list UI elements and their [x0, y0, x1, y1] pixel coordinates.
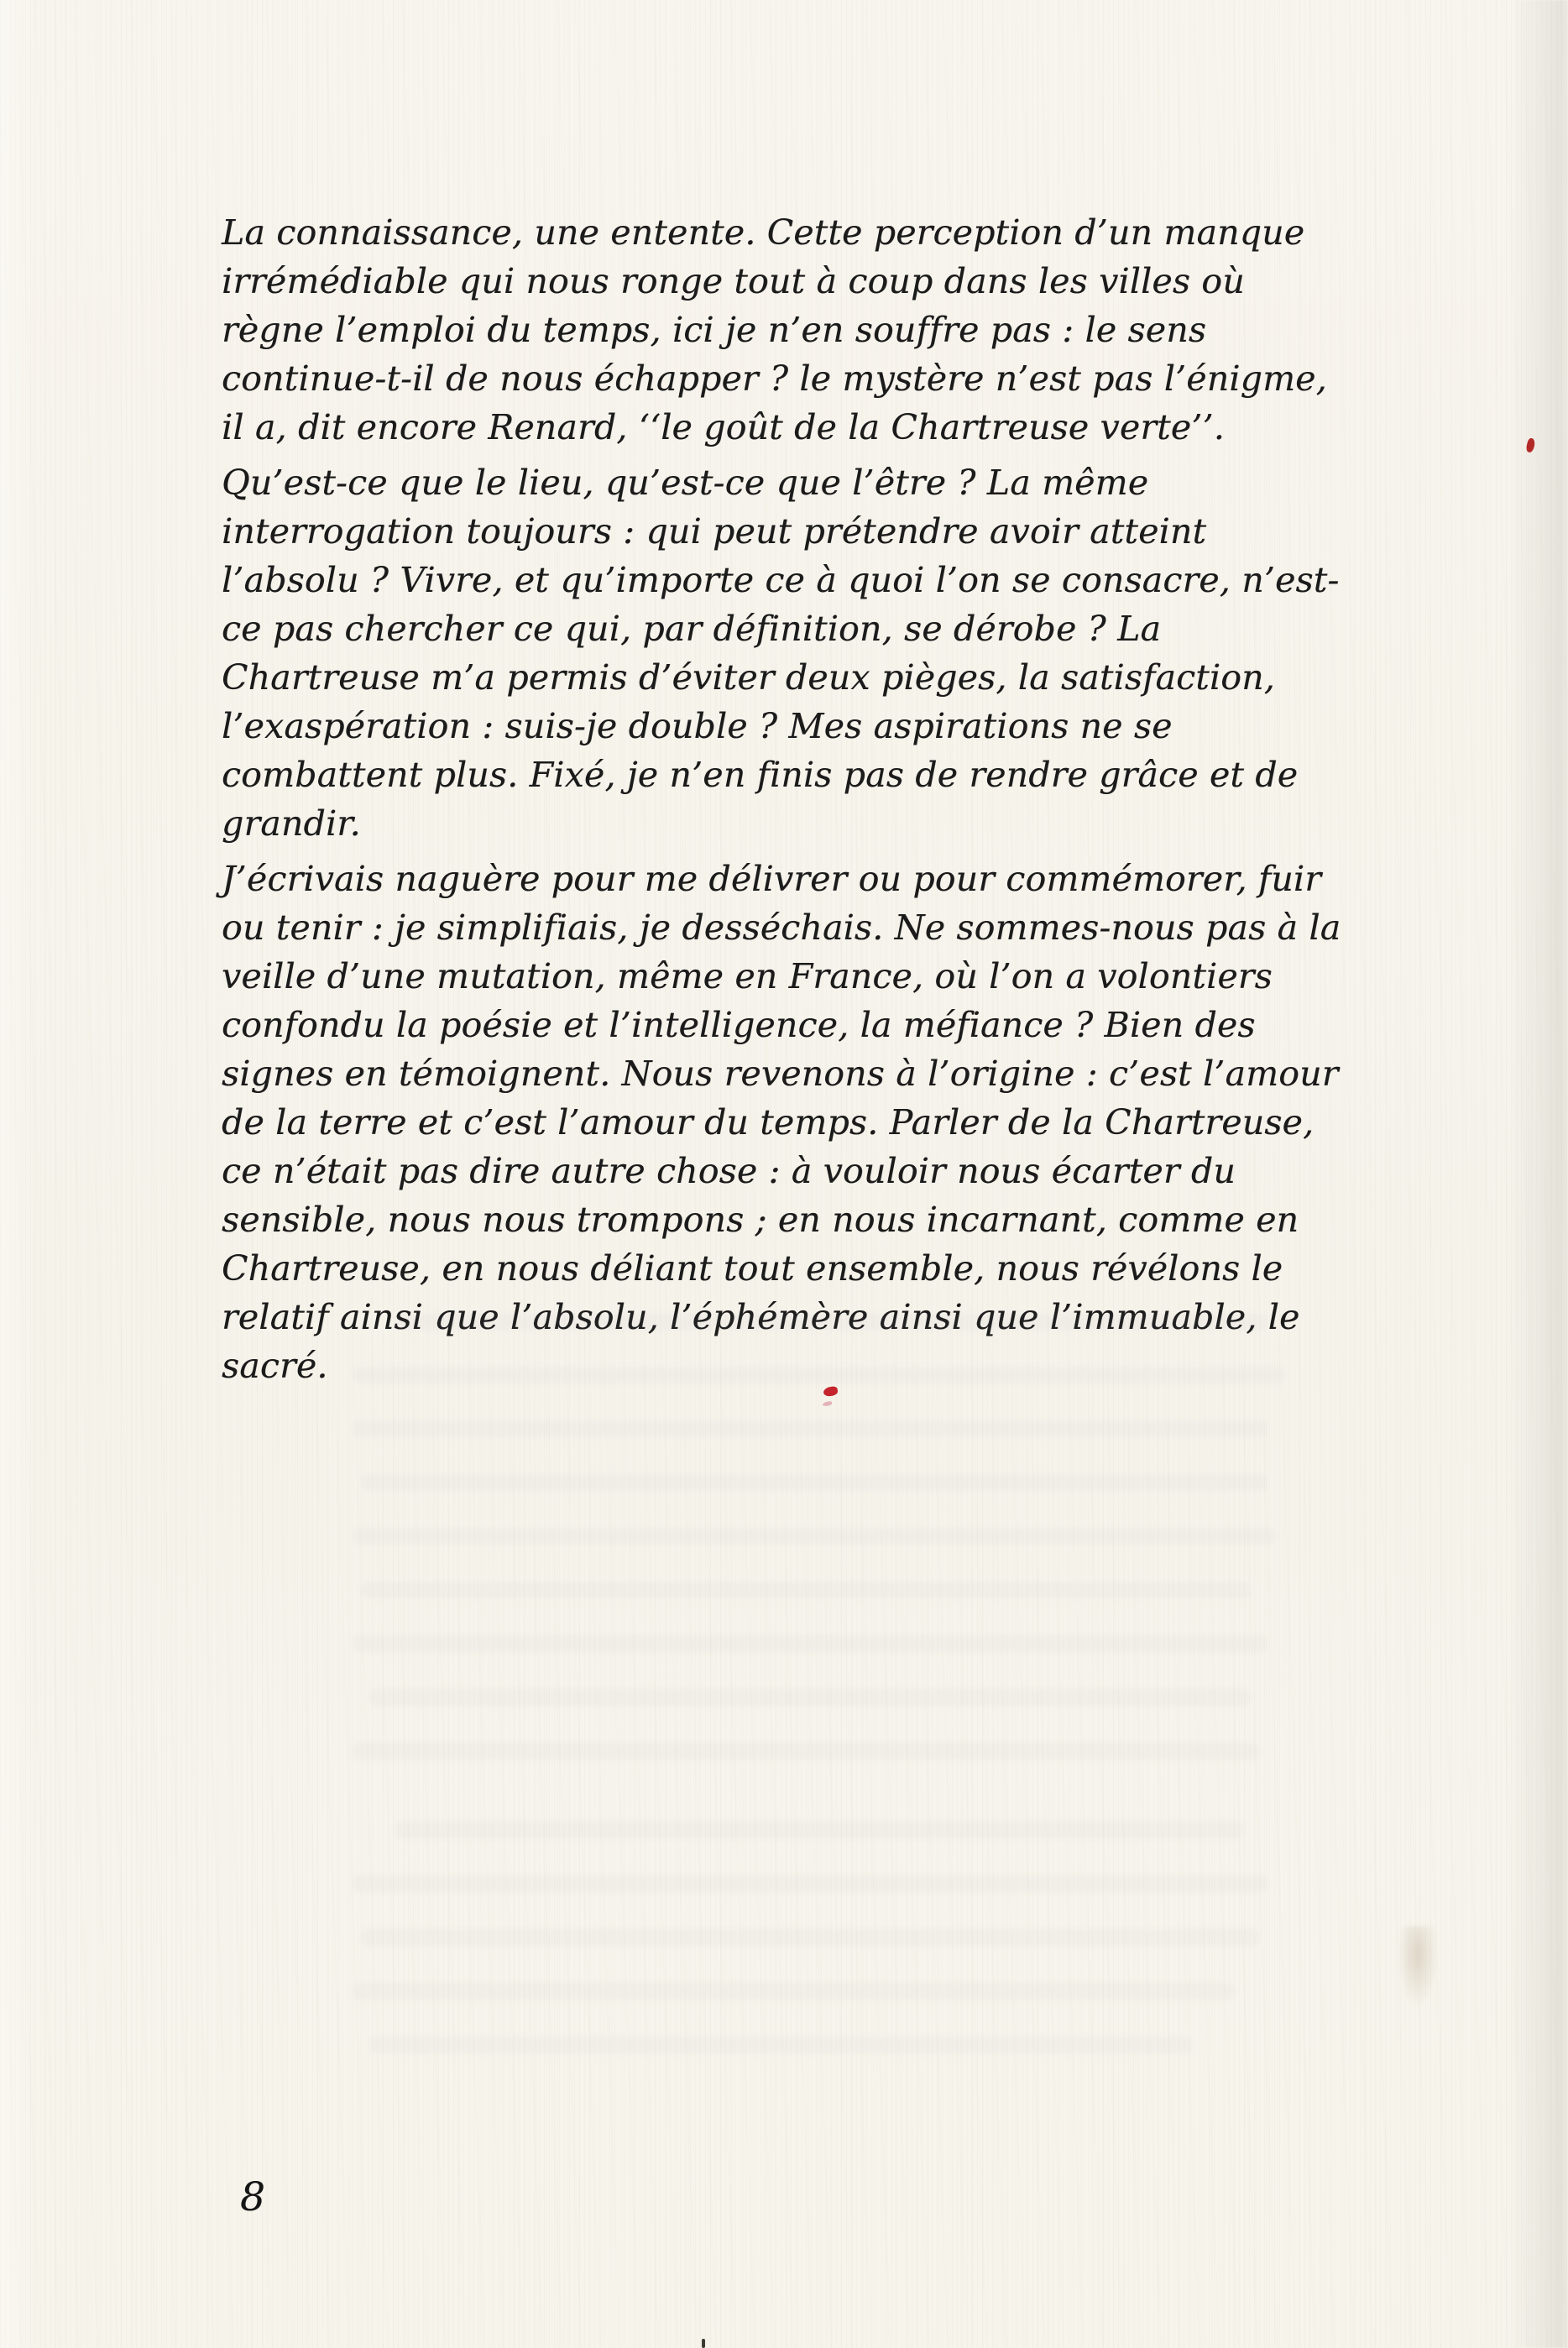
- bleed-through-texture: [353, 1983, 1234, 2000]
- text-line: J’écrivais naguère pour me délivrer ou pour commémorer, fuir: [222, 859, 1322, 899]
- text-line: trompons ; en nous incarnant, comme en Chartreuse, en nous déliant: [222, 1200, 1299, 1289]
- bleed-through-texture: [361, 1929, 1259, 1946]
- text-line: l’emploi du temps, ici je n’en souffre pas : le sens continue-t-il de: [222, 310, 1207, 399]
- text-line: aspirations ne se combattent plus. Fixé, je n’en finis pas de rendre: [222, 706, 1173, 795]
- page-number: 8: [240, 2174, 265, 2220]
- text-line: interrogation toujours : qui peut prétendre avoir atteint l’absolu ?: [222, 511, 1207, 600]
- text-line: d’une mutation, même en France, où l’on a volontiers confondu: [222, 956, 1273, 1045]
- bleed-through-texture: [353, 1875, 1267, 1892]
- scan-edge-mark: [702, 2339, 705, 2348]
- text-line: nous échapper ? le mystère n’est pas l’énigme, il a, dit encore: [222, 358, 1327, 447]
- bleed-through-texture: [353, 1635, 1267, 1652]
- text-line: Qu’est-ce que le lieu, qu’est-ce que l’être ? La même: [222, 463, 1149, 503]
- text-line: irrémédiable qui nous ronge tout à coup dans les villes où règne: [222, 261, 1245, 350]
- text-line: ainsi que l’immuable, le sacré.: [222, 1297, 1300, 1386]
- bleed-through-texture: [353, 1528, 1276, 1545]
- bleed-through-texture: [353, 1420, 1267, 1437]
- paragraph: [222, 208, 1355, 452]
- bleed-through-texture: [369, 2037, 1192, 2053]
- text-line: grâce et de grandir.: [222, 755, 1299, 844]
- bleed-through-texture: [369, 1689, 1251, 1706]
- red-ink-speck: [1525, 437, 1536, 453]
- text-line: témoignent. Nous revenons à l’origine : c’est l’amour de la terre: [222, 1054, 1339, 1143]
- text-line: dire autre chose : à vouloir nous écarter du sensible, nous nous: [222, 1151, 1236, 1240]
- page-edge-highlight: [0, 0, 34, 2348]
- text-line: Vivre, et qu’importe ce à quoi l’on se consacre, n’est-ce pas chercher: [222, 560, 1340, 649]
- page-edge-shadow: [1509, 0, 1568, 2348]
- paragraph: [222, 458, 1355, 848]
- text-line: ou tenir : je simplifiais, je desséchais. Ne sommes-nous pas à la veille: [222, 907, 1341, 996]
- text-line: tout ensemble, nous révélons le relatif ainsi que l’absolu, l’éphémère: [222, 1248, 1283, 1337]
- bleed-through-texture: [395, 1822, 1242, 1838]
- text-line: la poésie et l’intelligence, la méfiance ? Bien des signes en: [222, 1005, 1256, 1094]
- text-line: ce qui, par définition, se dérobe ? La Chartreuse m’a permis d’éviter: [222, 609, 1162, 698]
- text-line: deux pièges, la satisfaction, l’exaspération : suis-je double ? Mes: [222, 657, 1275, 746]
- bleed-through-texture: [361, 1474, 1267, 1491]
- bleed-through-texture: [353, 1743, 1259, 1760]
- bleed-through-texture: [361, 1582, 1251, 1598]
- paragraph: [222, 855, 1355, 1390]
- text-line: et c’est l’amour du temps. Parler de la Chartreuse, ce n’était pas: [222, 1102, 1315, 1191]
- text-line: La connaissance, une entente. Cette perception d’un manque: [222, 212, 1305, 253]
- paper-smudge: [1398, 1927, 1438, 2006]
- body-text: [222, 208, 1355, 1390]
- text-line: Renard, ‘‘le goût de la Chartreuse verte’’.: [488, 407, 1225, 447]
